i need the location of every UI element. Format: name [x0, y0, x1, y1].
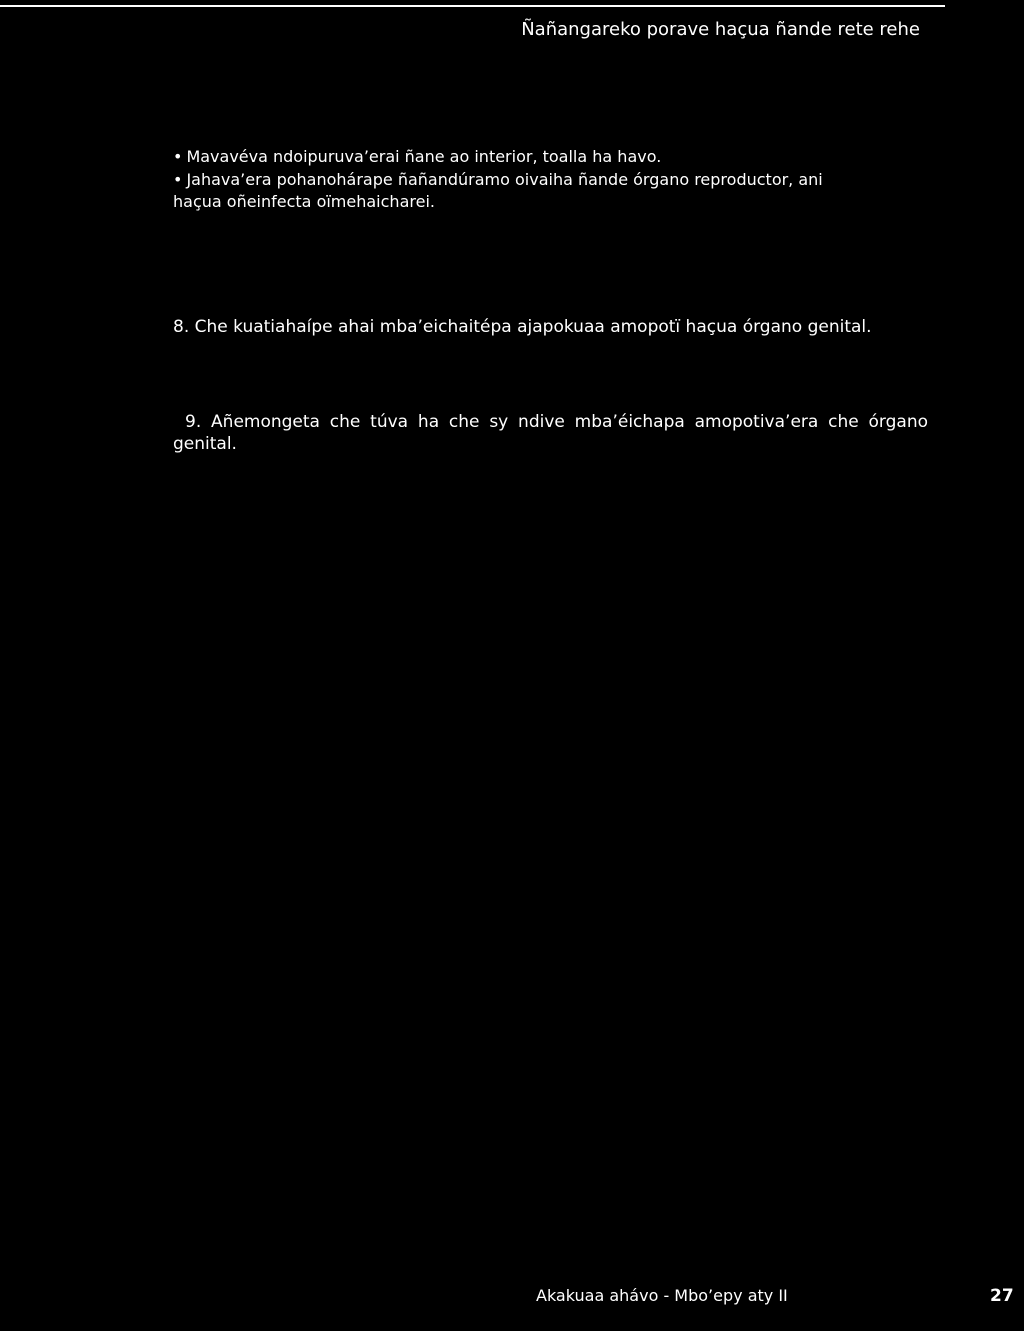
bullet-text: Mavavéva ndoipuruva’erai ñane ao interior, toalla ha havo. [186, 147, 662, 166]
activity-item-9 [173, 411, 928, 455]
bullet-list [173, 146, 853, 214]
activity-item-8: 8. Che kuatiahaípe ahai mba’eichaitépa ajapokuaa amopotï haçua órgano genital. [173, 317, 872, 337]
bullet-marker: • [173, 147, 183, 166]
running-header: Ñañangareko porave haçua ñande rete rehe [521, 19, 920, 40]
page-number: 27 [990, 1286, 1014, 1306]
footer-title: Akakuaa ahávo - Mbo’epy aty II [536, 1286, 788, 1305]
bullet-item-clothing [173, 146, 853, 168]
bullet-marker: • [173, 170, 183, 189]
activity-item-9-text: 9. Añemongeta che túva ha che sy ndive mba’éichapa amopotiva’era che órgano genital. [173, 412, 928, 454]
top-rule [0, 5, 945, 7]
bullet-text: Jahava’era pohanohárape ñañandúramo oivaiha ñande órgano reproductor, ani haçua oñeinfecta oïmehaicharei. [173, 170, 823, 211]
bullet-item-doctor [173, 169, 853, 213]
